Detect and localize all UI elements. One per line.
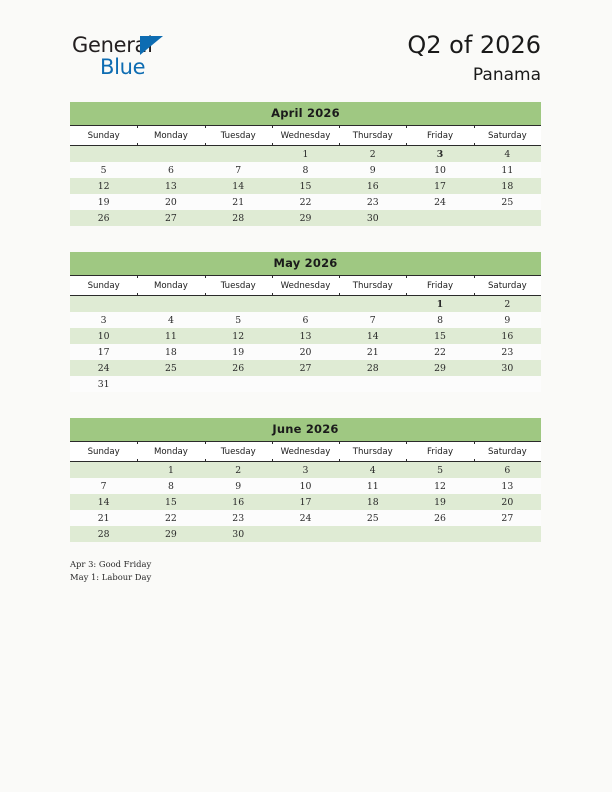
day-cell[interactable]: 31 <box>70 376 137 392</box>
column-tick-icon <box>137 441 138 444</box>
week-row <box>70 360 541 376</box>
month-grid <box>70 441 541 542</box>
weekday-header-sunday: Sunday <box>70 276 137 296</box>
weekday-header-friday: Friday <box>406 126 473 146</box>
day-cell[interactable]: 30 <box>474 360 541 376</box>
day-cell[interactable]: 28 <box>70 526 137 542</box>
day-cell[interactable]: 7 <box>70 478 137 494</box>
day-cell[interactable]: 11 <box>474 162 541 178</box>
day-cell[interactable]: 20 <box>272 344 339 360</box>
day-cell[interactable]: 21 <box>70 510 137 526</box>
day-cell-empty <box>339 296 406 313</box>
day-cell[interactable]: 25 <box>339 510 406 526</box>
day-cell-empty <box>272 526 339 542</box>
column-tick-icon <box>474 143 475 146</box>
day-cell-empty <box>272 296 339 313</box>
week-row <box>70 510 541 526</box>
weekday-header-saturday: Saturday <box>474 276 541 296</box>
month-title: May 2026 <box>70 252 541 275</box>
day-cell[interactable]: 3 <box>272 462 339 479</box>
day-cell[interactable]: 15 <box>272 178 339 194</box>
day-cell[interactable]: 27 <box>474 510 541 526</box>
day-cell[interactable]: 2 <box>339 146 406 163</box>
weekday-header-saturday: Saturday <box>474 442 541 462</box>
day-cell[interactable]: 1 <box>272 146 339 163</box>
day-cell[interactable]: 27 <box>272 360 339 376</box>
column-tick-icon <box>272 459 273 462</box>
week-row <box>70 162 541 178</box>
day-cell[interactable]: 14 <box>70 494 137 510</box>
day-cell-empty <box>137 376 204 392</box>
day-cell[interactable]: 3 <box>70 312 137 328</box>
day-cell[interactable]: 8 <box>137 478 204 494</box>
column-tick-icon <box>406 293 407 296</box>
day-cell[interactable]: 18 <box>137 344 204 360</box>
day-cell[interactable]: 28 <box>205 210 272 226</box>
week-row <box>70 526 541 542</box>
week-row <box>70 344 541 360</box>
week-row <box>70 194 541 210</box>
week-row <box>70 146 541 163</box>
day-cell-holiday[interactable]: 3 <box>406 146 473 163</box>
day-cell[interactable]: 2 <box>205 462 272 479</box>
weekday-header-thursday: Thursday <box>339 126 406 146</box>
day-cell-empty <box>137 146 204 163</box>
day-cell[interactable]: 8 <box>406 312 473 328</box>
weekday-header-sunday: Sunday <box>70 126 137 146</box>
day-cell[interactable]: 14 <box>205 178 272 194</box>
column-tick-icon <box>272 441 273 444</box>
day-cell[interactable]: 9 <box>205 478 272 494</box>
day-cell[interactable]: 9 <box>474 312 541 328</box>
week-row <box>70 296 541 313</box>
day-cell[interactable]: 7 <box>205 162 272 178</box>
column-tick-icon <box>474 441 475 444</box>
day-cell[interactable]: 20 <box>137 194 204 210</box>
column-tick-icon <box>137 125 138 128</box>
calendar-month <box>70 102 541 226</box>
day-cell-empty <box>474 376 541 392</box>
day-cell[interactable]: 11 <box>339 478 406 494</box>
column-tick-icon <box>205 459 206 462</box>
day-cell[interactable]: 1 <box>137 462 204 479</box>
column-tick-icon <box>406 441 407 444</box>
day-cell[interactable]: 13 <box>137 178 204 194</box>
day-cell-empty <box>205 146 272 163</box>
column-tick-icon <box>339 275 340 278</box>
day-cell[interactable]: 7 <box>339 312 406 328</box>
weekday-header-sunday: Sunday <box>70 442 137 462</box>
column-tick-icon <box>474 293 475 296</box>
legend-item: May 1: Labour Day <box>70 571 152 582</box>
column-tick-icon <box>272 275 273 278</box>
weekday-header-friday: Friday <box>406 442 473 462</box>
brand-name-blue: Blue <box>100 55 146 79</box>
page-header <box>0 0 612 96</box>
day-cell[interactable]: 4 <box>474 146 541 163</box>
column-tick-icon <box>137 293 138 296</box>
day-cell[interactable]: 17 <box>272 494 339 510</box>
weekday-header-wednesday: Wednesday <box>272 276 339 296</box>
day-cell[interactable]: 21 <box>339 344 406 360</box>
column-tick-icon <box>474 125 475 128</box>
day-cell[interactable]: 12 <box>406 478 473 494</box>
day-cell[interactable]: 12 <box>205 328 272 344</box>
day-cell[interactable]: 19 <box>205 344 272 360</box>
week-row <box>70 478 541 494</box>
day-cell[interactable]: 19 <box>70 194 137 210</box>
day-cell[interactable]: 30 <box>205 526 272 542</box>
brand-triangle-icon <box>140 36 163 55</box>
day-cell[interactable]: 2 <box>474 296 541 313</box>
column-tick-icon <box>205 125 206 128</box>
column-tick-icon <box>406 143 407 146</box>
day-cell[interactable]: 13 <box>474 478 541 494</box>
day-cell[interactable]: 25 <box>137 360 204 376</box>
day-cell[interactable]: 14 <box>339 328 406 344</box>
column-tick-icon <box>339 125 340 128</box>
brand-logo <box>72 33 192 83</box>
column-tick-icon <box>339 293 340 296</box>
weekday-header-monday: Monday <box>137 442 204 462</box>
day-cell[interactable]: 12 <box>70 178 137 194</box>
day-cell[interactable]: 13 <box>272 328 339 344</box>
day-cell[interactable]: 11 <box>137 328 204 344</box>
day-cell[interactable]: 23 <box>474 344 541 360</box>
day-cell-empty <box>205 296 272 313</box>
day-cell-empty <box>137 296 204 313</box>
day-cell-empty <box>205 376 272 392</box>
day-cell[interactable]: 15 <box>137 494 204 510</box>
page-subtitle: Panama <box>472 65 541 85</box>
weekday-header-thursday: Thursday <box>339 442 406 462</box>
week-row <box>70 462 541 479</box>
day-cell[interactable]: 25 <box>474 194 541 210</box>
column-tick-icon <box>205 441 206 444</box>
day-cell-empty <box>70 462 137 479</box>
day-cell[interactable]: 10 <box>272 478 339 494</box>
day-cell[interactable]: 27 <box>137 210 204 226</box>
day-cell[interactable]: 9 <box>339 162 406 178</box>
day-cell-empty <box>474 210 541 226</box>
day-cell[interactable]: 10 <box>406 162 473 178</box>
day-cell[interactable]: 23 <box>339 194 406 210</box>
day-cell[interactable]: 6 <box>272 312 339 328</box>
day-cell[interactable]: 18 <box>474 178 541 194</box>
week-row <box>70 328 541 344</box>
day-cell-empty <box>339 526 406 542</box>
day-cell[interactable]: 28 <box>339 360 406 376</box>
day-cell-empty <box>70 146 137 163</box>
day-cell[interactable]: 16 <box>474 328 541 344</box>
week-row <box>70 376 541 392</box>
day-cell[interactable]: 5 <box>70 162 137 178</box>
brand-name-general: General <box>72 33 153 57</box>
day-cell[interactable]: 19 <box>406 494 473 510</box>
day-cell-empty <box>474 526 541 542</box>
day-cell[interactable]: 23 <box>205 510 272 526</box>
day-cell[interactable]: 29 <box>272 210 339 226</box>
month-title: June 2026 <box>70 418 541 441</box>
day-cell[interactable]: 18 <box>339 494 406 510</box>
day-cell[interactable]: 26 <box>70 210 137 226</box>
column-tick-icon <box>339 441 340 444</box>
week-row <box>70 210 541 226</box>
weekday-header-wednesday: Wednesday <box>272 126 339 146</box>
column-tick-icon <box>406 125 407 128</box>
day-cell[interactable]: 5 <box>406 462 473 479</box>
column-tick-icon <box>272 125 273 128</box>
legend-item: Apr 3: Good Friday <box>70 559 152 569</box>
column-tick-icon <box>272 293 273 296</box>
day-cell-empty <box>272 376 339 392</box>
day-cell[interactable]: 17 <box>406 178 473 194</box>
day-cell[interactable]: 17 <box>70 344 137 360</box>
weekday-header-monday: Monday <box>137 126 204 146</box>
day-cell[interactable]: 10 <box>70 328 137 344</box>
day-cell[interactable]: 21 <box>205 194 272 210</box>
day-cell[interactable]: 15 <box>406 328 473 344</box>
calendar-month <box>70 252 541 392</box>
day-cell[interactable]: 5 <box>205 312 272 328</box>
day-cell[interactable]: 22 <box>406 344 473 360</box>
day-cell[interactable]: 20 <box>474 494 541 510</box>
column-tick-icon <box>205 143 206 146</box>
weekday-header-friday: Friday <box>406 276 473 296</box>
column-tick-icon <box>137 143 138 146</box>
day-cell[interactable]: 22 <box>272 194 339 210</box>
day-cell[interactable]: 6 <box>474 462 541 479</box>
day-cell[interactable]: 16 <box>339 178 406 194</box>
column-tick-icon <box>474 459 475 462</box>
column-tick-icon <box>205 275 206 278</box>
day-cell[interactable]: 24 <box>70 360 137 376</box>
calendar-months <box>70 102 541 542</box>
column-tick-icon <box>272 143 273 146</box>
weekday-header-row <box>70 126 541 146</box>
day-cell[interactable]: 26 <box>205 360 272 376</box>
day-cell-empty <box>339 376 406 392</box>
day-cell[interactable]: 16 <box>205 494 272 510</box>
day-cell[interactable]: 6 <box>137 162 204 178</box>
weekday-header-wednesday: Wednesday <box>272 442 339 462</box>
month-grid <box>70 275 541 392</box>
week-row <box>70 312 541 328</box>
page-title: Q2 of 2026 <box>407 31 541 59</box>
day-cell-empty <box>406 210 473 226</box>
day-cell[interactable]: 26 <box>406 510 473 526</box>
week-row <box>70 494 541 510</box>
column-tick-icon <box>339 143 340 146</box>
day-cell[interactable]: 30 <box>339 210 406 226</box>
holiday-legend <box>70 558 151 583</box>
day-cell-empty <box>406 376 473 392</box>
weekday-header-tuesday: Tuesday <box>205 276 272 296</box>
month-title: April 2026 <box>70 102 541 125</box>
month-grid <box>70 125 541 226</box>
title-block <box>407 30 541 87</box>
day-cell-empty <box>406 526 473 542</box>
calendar-month <box>70 418 541 542</box>
column-tick-icon <box>137 275 138 278</box>
week-row <box>70 178 541 194</box>
day-cell[interactable]: 29 <box>137 526 204 542</box>
column-tick-icon <box>406 459 407 462</box>
day-cell[interactable]: 24 <box>406 194 473 210</box>
weekday-header-row <box>70 442 541 462</box>
day-cell-holiday[interactable]: 1 <box>406 296 473 313</box>
day-cell[interactable]: 24 <box>272 510 339 526</box>
weekday-header-tuesday: Tuesday <box>205 126 272 146</box>
column-tick-icon <box>137 459 138 462</box>
column-tick-icon <box>474 275 475 278</box>
day-cell[interactable]: 22 <box>137 510 204 526</box>
column-tick-icon <box>406 275 407 278</box>
day-cell[interactable]: 8 <box>272 162 339 178</box>
weekday-header-tuesday: Tuesday <box>205 442 272 462</box>
weekday-header-thursday: Thursday <box>339 276 406 296</box>
column-tick-icon <box>205 293 206 296</box>
weekday-header-monday: Monday <box>137 276 204 296</box>
day-cell-empty <box>70 296 137 313</box>
day-cell[interactable]: 4 <box>137 312 204 328</box>
day-cell[interactable]: 29 <box>406 360 473 376</box>
weekday-header-row <box>70 276 541 296</box>
weekday-header-saturday: Saturday <box>474 126 541 146</box>
column-tick-icon <box>339 459 340 462</box>
day-cell[interactable]: 4 <box>339 462 406 479</box>
